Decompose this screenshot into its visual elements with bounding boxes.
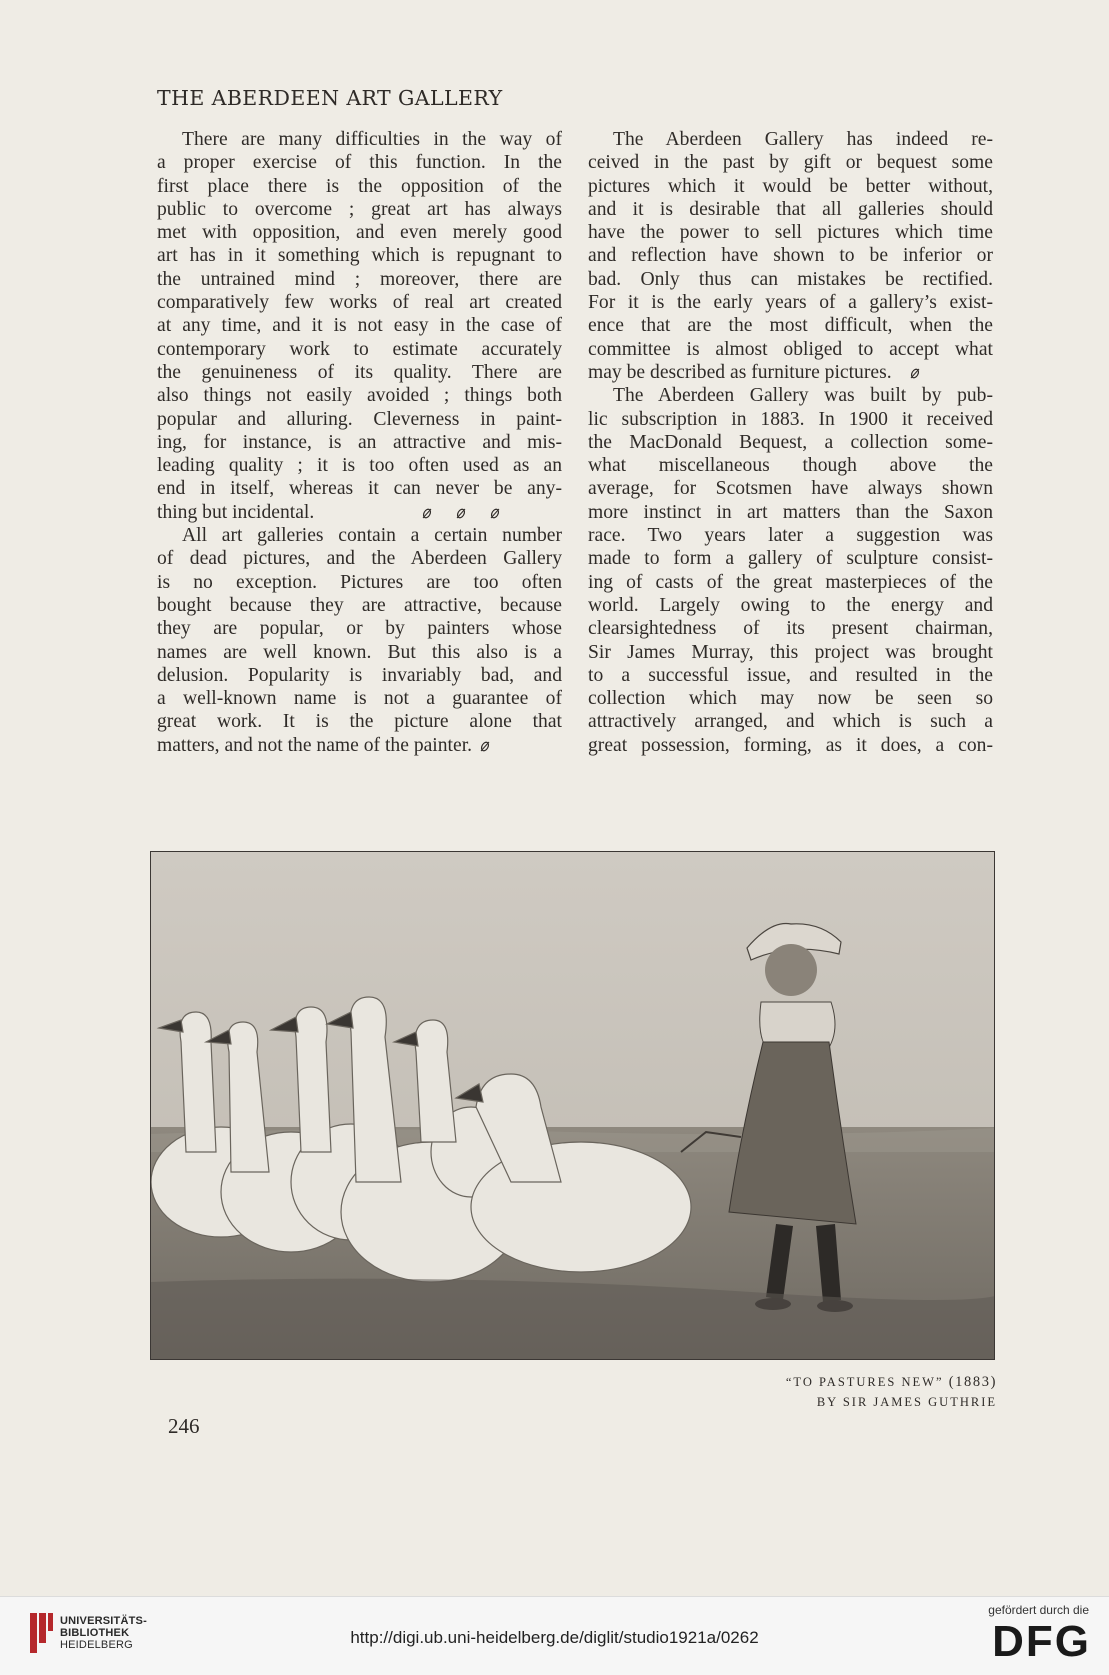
text-line: Sir James Murray, this project was brought [588, 641, 993, 663]
text-line: also things not easily avoided ; things both [157, 385, 562, 407]
text-line: The Aberdeen Gallery was built by pub- [613, 385, 993, 407]
plate-caption [786, 1372, 997, 1412]
text-line: a proper exercise of this function. In the [157, 152, 562, 174]
text-line: collection which may now be seen so [588, 688, 993, 710]
text-line: have the power to sell pictures which time [588, 222, 993, 244]
text-line: is no exception. Pictures are too often [157, 571, 562, 593]
text-line: attractively arranged, and which is such a [588, 711, 993, 733]
text-line: at any time, and it is not easy in the case of [157, 315, 562, 337]
library-name-line3: HEIDELBERG [60, 1639, 133, 1651]
text-line: may be described as furniture pictures. [588, 361, 892, 383]
text-line: and reflection have shown to be inferior or [588, 245, 993, 267]
text-line: The Aberdeen Gallery has indeed re- [613, 129, 993, 150]
text-line: For it is the early years of a gallery’s exist- [588, 292, 993, 314]
library-name-line1: UNIVERSITÄTS- [60, 1615, 147, 1627]
leaf-ornament-icon [910, 368, 920, 379]
text-line: what miscellaneous though above the [588, 455, 993, 477]
caption-title: “TO PASTURES NEW” [785, 1375, 944, 1389]
text-line: popular and alluring. Cleverness in paint- [157, 408, 562, 430]
text-line: end in itself, whereas it can never be any- [157, 478, 562, 500]
text-line: and it is desirable that all galleries should [588, 198, 993, 220]
text-line: bad. Only thus can mistakes be rectified. [588, 268, 993, 290]
text-line: great possession, forming, as it does, a con- [588, 734, 993, 756]
leaf-ornament-icon [422, 508, 432, 519]
text-line: race. Two years later a suggestion was [588, 525, 993, 547]
caption-artist: BY SIR JAMES GUTHRIE [816, 1395, 997, 1409]
right-text-column [588, 128, 993, 757]
text-line: All art galleries contain a certain number [182, 525, 562, 547]
text-line: more instinct in art matters than the Saxon [588, 501, 993, 523]
text-line: they are popular, or by painters whose [157, 618, 562, 640]
text-line: leading quality ; it is too often used as an [157, 455, 562, 477]
text-line: art has in it something which is repugnant to [157, 245, 562, 267]
text-line: pictures which it would be better without, [588, 175, 993, 197]
text-line: ing of casts of the great masterpieces of the [588, 571, 993, 593]
left-text-column [157, 128, 562, 757]
text-line-with-ornament [588, 361, 993, 384]
text-line-with-ornaments [157, 501, 562, 524]
text-line: delusion. Popularity is invariably bad, and [157, 664, 562, 686]
leaf-ornament-icon [480, 741, 490, 752]
caption-year: (1883) [948, 1374, 997, 1390]
text-line: public to overcome ; great art has always [157, 198, 562, 220]
geese-and-girl-illustration [151, 852, 995, 1360]
text-line: There are many difficulties in the way of [182, 129, 562, 150]
text-line: of dead pictures, and the Aberdeen Gallery [157, 548, 562, 570]
running-head: THE ABERDEEN ART GALLERY [157, 86, 503, 110]
text-line: to a successful issue, and resulted in the [588, 664, 993, 686]
text-line: bought because they are attractive, because [157, 594, 562, 616]
dfg-logo[interactable]: DFG [992, 1617, 1091, 1666]
text-line-with-ornament [157, 734, 562, 757]
leaf-ornament-icon [490, 508, 500, 519]
text-line: met with opposition, and even merely good [157, 222, 562, 244]
text-line: great work. It is the picture alone that [157, 711, 562, 733]
text-line: lic subscription in 1883. In 1900 it received [588, 408, 993, 430]
text-line: made to form a gallery of sculpture consist- [588, 548, 993, 570]
text-line: ence that are the most difficult, when the [588, 315, 993, 337]
text-line: clearsightedness of its present chairman, [588, 618, 993, 640]
library-name-line2: BIBLIOTHEK [60, 1627, 130, 1639]
text-line: ing, for instance, is an attractive and mis- [157, 431, 562, 453]
text-line: the MacDonald Bequest, a collection some- [588, 431, 993, 453]
text-line: average, for Scotsmen have always shown [588, 478, 993, 500]
text-line: committee is almost obliged to accept what [588, 338, 993, 360]
text-line: thing but incidental. [157, 501, 315, 523]
text-line: contemporary work to estimate accurately [157, 338, 562, 360]
painting-plate [150, 851, 995, 1360]
text-line: a well-known name is not a guarantee of [157, 688, 562, 710]
text-line: first place there is the opposition of the [157, 175, 562, 197]
funded-by-label: gefördert durch die [988, 1603, 1089, 1617]
text-line: comparatively few works of real art created [157, 292, 562, 314]
leaf-ornament-icon [456, 508, 466, 519]
page-number: 246 [168, 1414, 200, 1438]
text-line: the untrained mind ; moreover, there are [157, 268, 562, 290]
text-line: matters, and not the name of the painter. [157, 734, 473, 756]
text-line: the genuineness of its quality. There are [157, 361, 562, 383]
text-line: ceived in the past by gift or bequest some [588, 152, 993, 174]
permalink-url[interactable]: http://digi.ub.uni-heidelberg.de/diglit/studio1921a/0262 [350, 1628, 759, 1647]
text-line: names are well known. But this also is a [157, 641, 562, 663]
text-line: world. Largely owing to the energy and [588, 594, 993, 616]
